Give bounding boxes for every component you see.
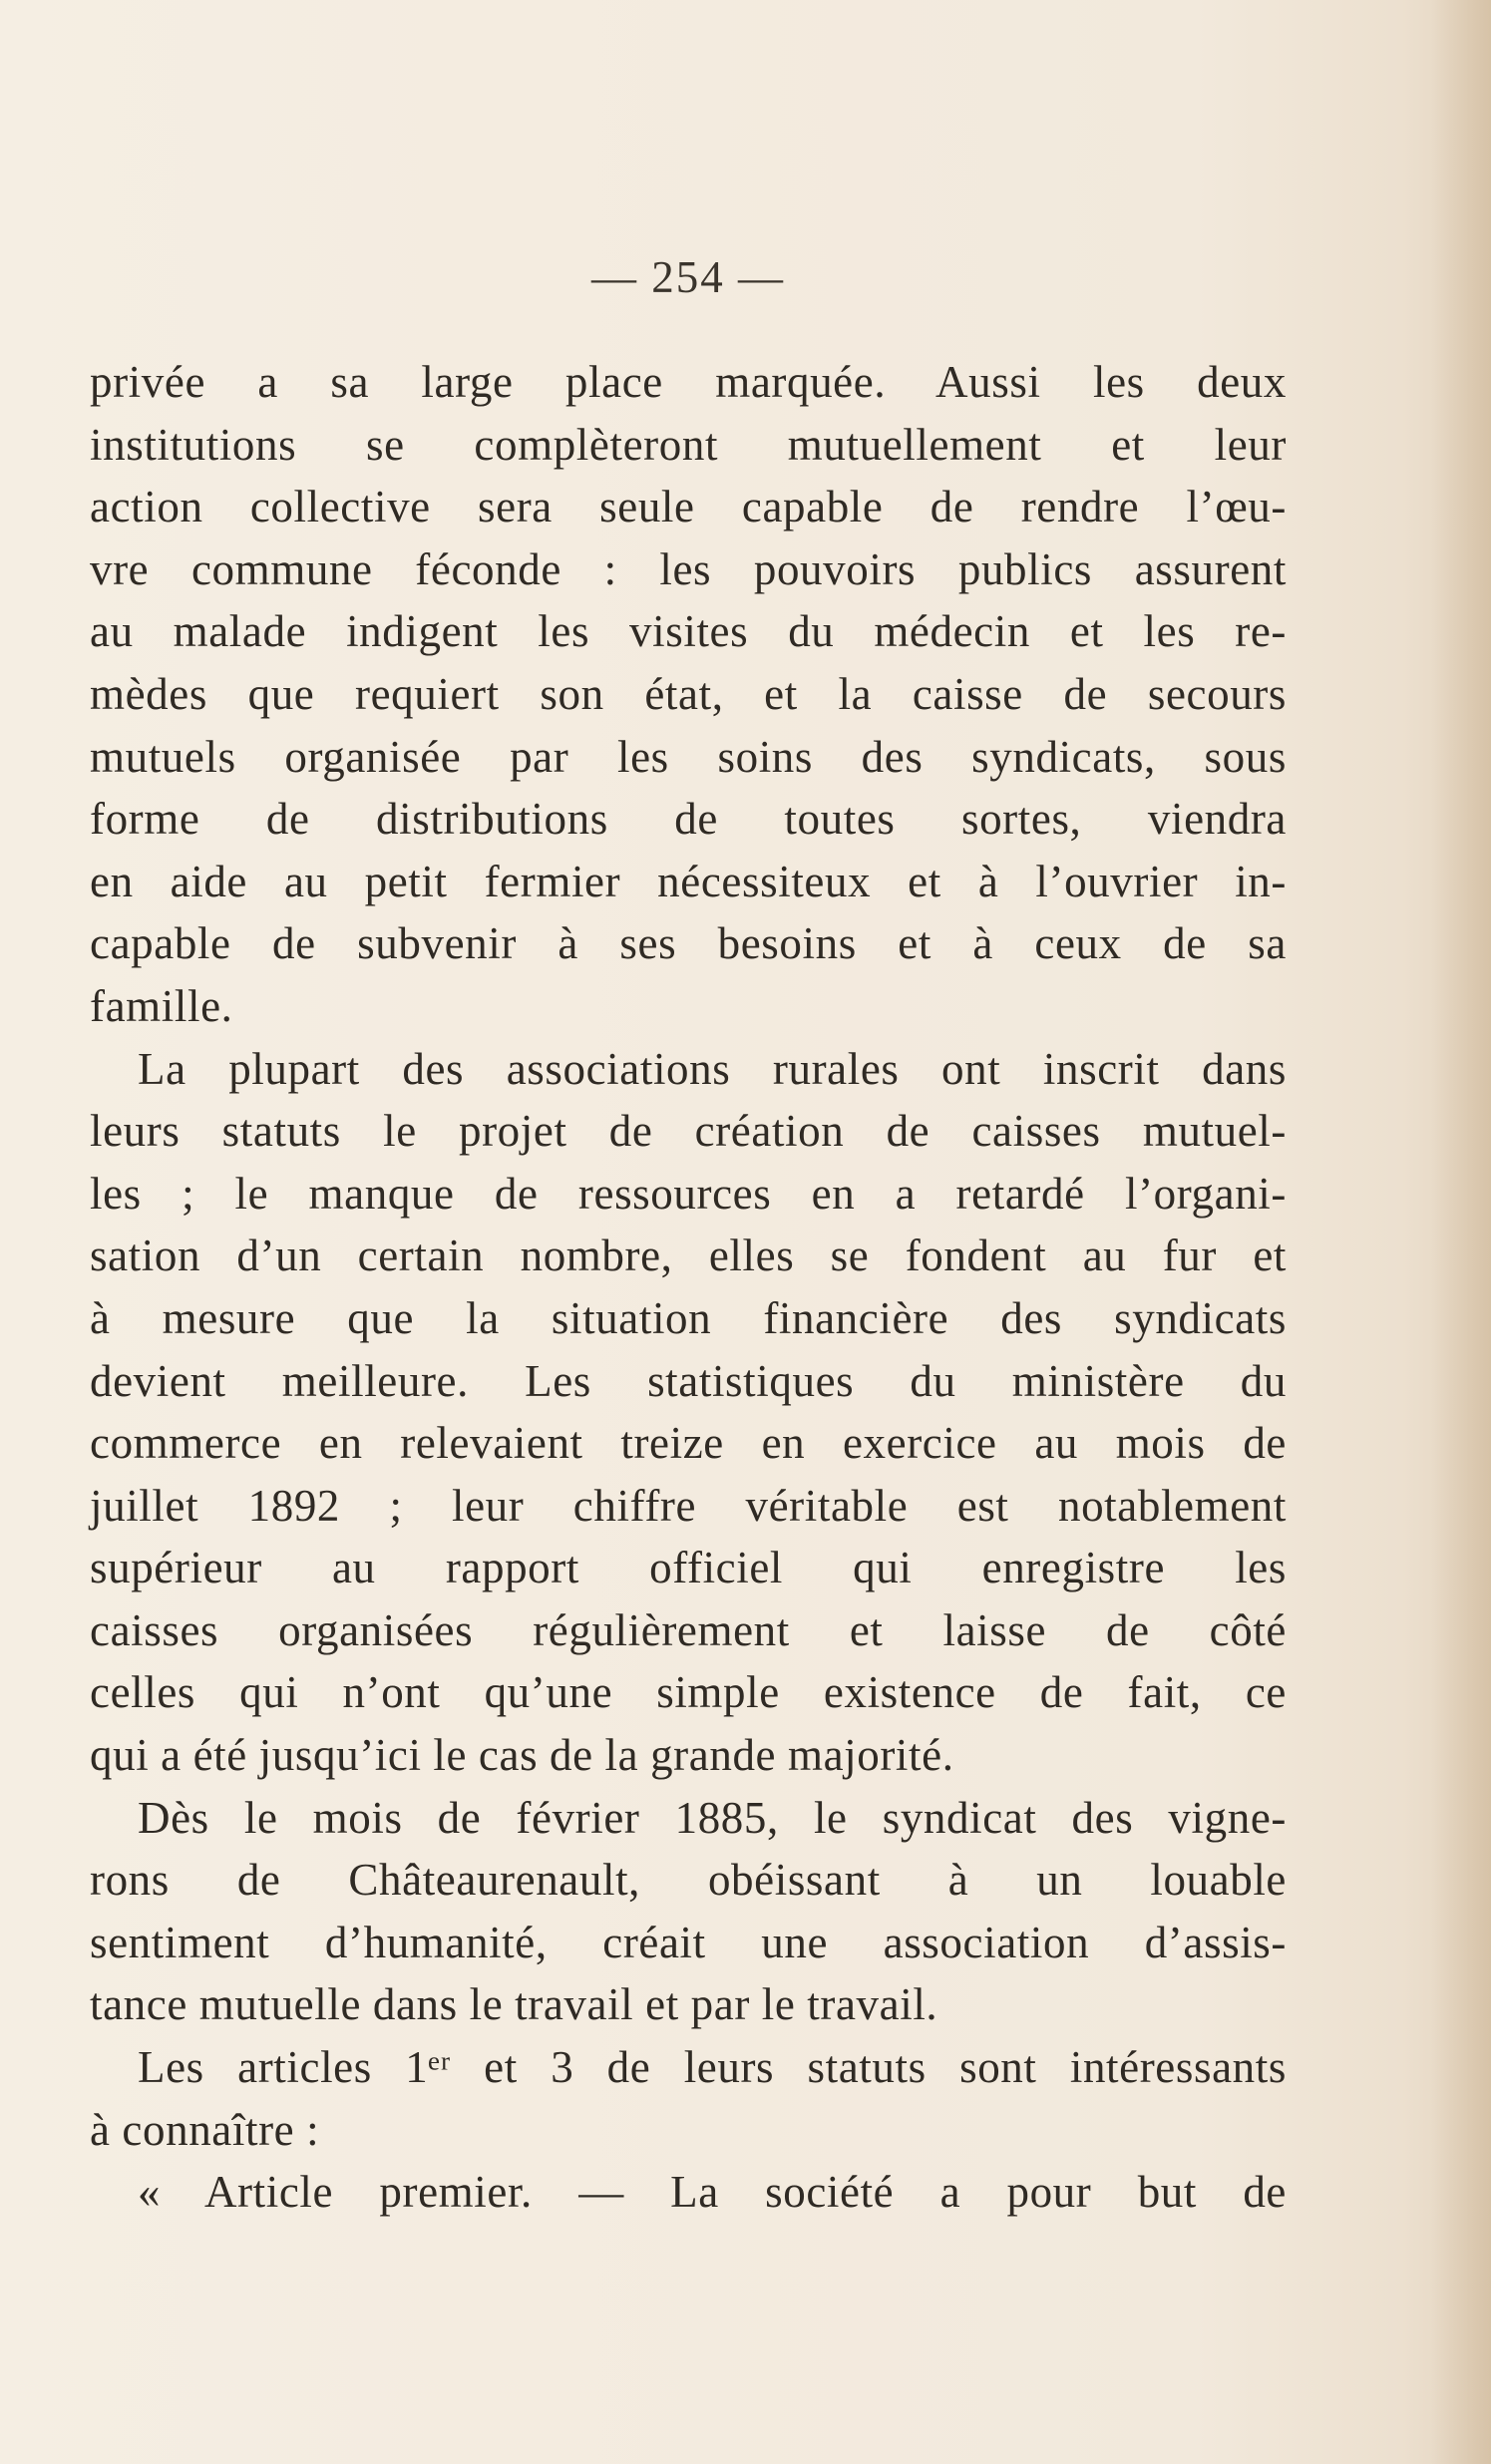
body-text xyxy=(90,351,1287,2224)
text-line: vre commune féconde : les pouvoirs publics assurent xyxy=(90,543,1287,594)
text-line: institutions se complèteront mutuellement et leur xyxy=(90,419,1287,470)
text-line: « Article premier. — La société a pour but de xyxy=(138,2167,1287,2218)
text-line: Les articles 1ᵉʳ et 3 de leurs statuts sont intéressants xyxy=(138,2042,1287,2093)
text-line: à mesure que la situation financière des syndicats xyxy=(90,1292,1287,1343)
text-line: au malade indigent les visites du médecin et les re- xyxy=(90,606,1287,657)
text-line: forme de distributions de toutes sortes, viendra xyxy=(90,794,1287,845)
text-line: rons de Châteaurenault, obéissant à un louable xyxy=(90,1855,1287,1906)
text-line: mutuels organisée par les soins des syndicats, sous xyxy=(90,731,1287,782)
text-line: commerce en relevaient treize en exercice au mois de xyxy=(90,1418,1287,1469)
text-line: supérieur au rapport officiel qui enregistre les xyxy=(90,1543,1287,1593)
text-line: caisses organisées régulièrement et laisse de côté xyxy=(90,1604,1287,1655)
text-line: tance mutuelle dans le travail et par le travail. xyxy=(90,1979,938,2030)
text-line: famille. xyxy=(90,980,233,1031)
text-line: qui a été jusqu’ici le cas de la grande majorité. xyxy=(90,1730,954,1781)
text-line: privée a sa large place marquée. Aussi les deux xyxy=(90,357,1287,407)
text-line: sation d’un certain nombre, elles se fondent au fur et xyxy=(90,1231,1287,1281)
text-line: mèdes que requiert son état, et la caisse de secours xyxy=(90,668,1287,719)
text-line: action collective sera seule capable de rendre l’œu- xyxy=(90,482,1287,532)
text-line: devient meilleure. Les statistiques du ministère du xyxy=(90,1355,1287,1406)
text-line: juillet 1892 ; leur chiffre véritable est notablement xyxy=(90,1480,1287,1531)
text-line: La plupart des associations rurales ont inscrit dans xyxy=(138,1043,1287,1094)
text-line: leurs statuts le projet de création de caisses mutuel- xyxy=(90,1106,1287,1157)
text-line: capable de subvenir à ses besoins et à ceux de sa xyxy=(90,918,1287,969)
page-number: — 254 — xyxy=(591,252,785,302)
text-line: celles qui n’ont qu’une simple existence de fait, ce xyxy=(90,1667,1287,1718)
page-edge-shadow xyxy=(1431,0,1491,2464)
text-line: sentiment d’humanité, créait une association d’assis- xyxy=(90,1917,1287,1967)
text-line: en aide au petit fermier nécessiteux et à l’ouvrier in- xyxy=(90,856,1287,906)
text-line: à connaître : xyxy=(90,2104,320,2155)
text-line: les ; le manque de ressources en a retardé l’organi- xyxy=(90,1168,1287,1219)
text-line: Dès le mois de février 1885, le syndicat des vigne- xyxy=(138,1792,1287,1843)
